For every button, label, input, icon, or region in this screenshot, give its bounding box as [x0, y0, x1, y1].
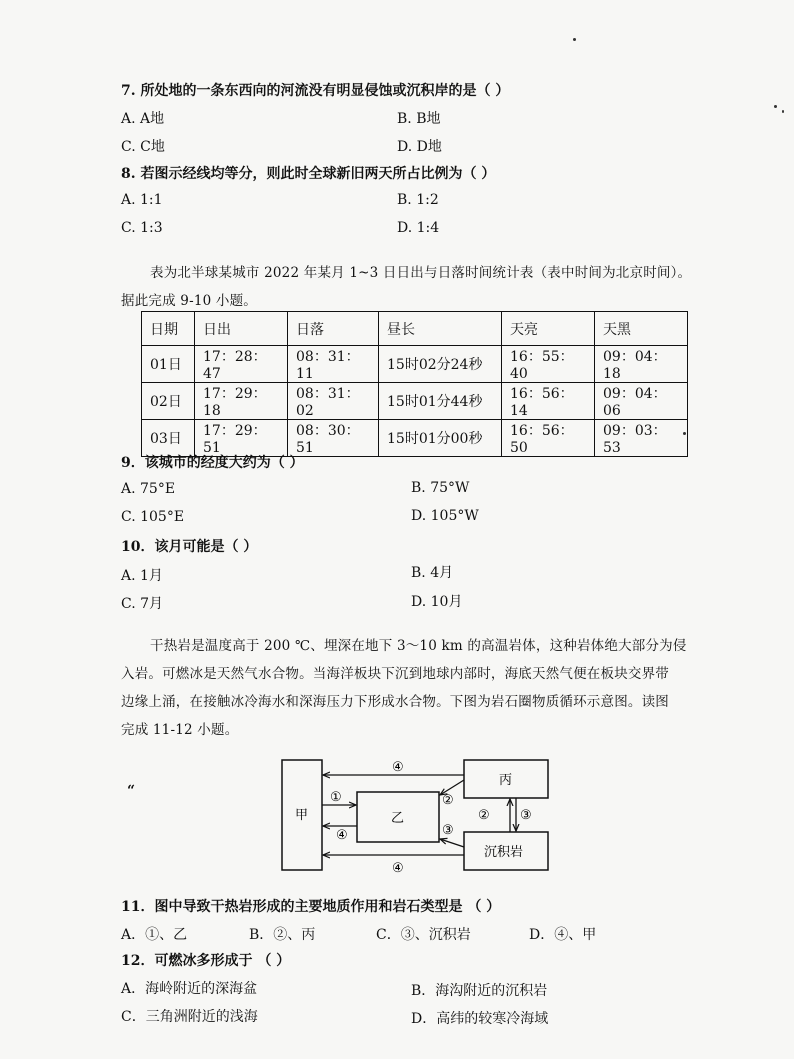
question-11-stem: 11．图中导致干热岩形成的主要地质作用和岩石类型是 （ ） [121, 899, 501, 915]
table-cell: 09：03：53 [595, 420, 688, 457]
intro-paragraph-2-line-3: 边缘上涌，在接触冰冷海水和深海压力下形成水合物。下图为岩石圈物质循环示意图。读图 [121, 694, 669, 710]
arrow-label-4-mid: ④ [336, 828, 348, 843]
arrow-label-3-left: ③ [442, 823, 454, 838]
table-row [142, 420, 688, 457]
table-cell: 15时01分44秒 [379, 383, 502, 420]
q7-option-d: D. D地 [397, 139, 442, 155]
table-header-cell: 日出 [195, 312, 288, 346]
box-sed-label: 沉积岩 [484, 845, 524, 860]
table-header-cell: 日落 [288, 312, 379, 346]
q10-option-c: C. 7月 [121, 596, 164, 612]
q7-option-b: B. B地 [397, 111, 441, 127]
q8-option-d: D. 1:4 [397, 220, 440, 236]
table-row [142, 383, 688, 420]
box-jia-label: 甲 [295, 808, 309, 823]
arrow-label-top: ④ [392, 760, 404, 775]
table-cell: 15时01分00秒 [379, 420, 502, 457]
q8-option-b: B. 1:2 [397, 192, 439, 208]
table-cell: 08：31：11 [288, 346, 379, 383]
question-9-stem: 9．该城市的经度大约为（ ） [121, 455, 304, 471]
table-cell: 03日 [142, 420, 195, 457]
arrow-label-3-right: ③ [520, 808, 532, 823]
table-cell: 08：31：02 [288, 383, 379, 420]
q12-option-b: B．海沟附近的沉积岩 [411, 983, 548, 999]
q10-option-a: A. 1月 [121, 568, 163, 584]
box-yi-label: 乙 [391, 811, 405, 826]
scan-mark: “ [127, 783, 136, 799]
q9-option-d: D. 105°W [411, 508, 479, 524]
q12-option-d: D．高纬的较寒冷海域 [411, 1011, 549, 1027]
arrow-label-2-right: ② [478, 808, 490, 823]
q10-option-b: B. 4月 [411, 565, 454, 581]
table-cell: 17：29：51 [195, 420, 288, 457]
arrow-label-1: ① [330, 790, 342, 805]
box-bing-label: 丙 [499, 773, 513, 788]
table-cell: 02日 [142, 383, 195, 420]
question-8-stem: 8. 若图示经线均等分，则此时全球新旧两天所占比例为（ ） [121, 166, 496, 182]
q8-option-c: C. 1:3 [121, 220, 163, 236]
q11-option-a: A．①、乙 [121, 927, 188, 943]
table-cell: 16：56：50 [502, 420, 595, 457]
q8-option-a: A. 1:1 [121, 192, 163, 208]
table-header-cell: 天亮 [502, 312, 595, 346]
intro-paragraph-1-line-1: 表为北半球某城市 2022 年某月 1~3 日日出与日落时间统计表（表中时间为北京时间）。 [150, 265, 692, 281]
scan-speck [782, 110, 784, 113]
q9-option-a: A. 75°E [121, 481, 176, 497]
arrow-label-2-left: ② [442, 793, 454, 808]
q9-option-b: B. 75°W [411, 480, 470, 496]
table-cell: 08：30：51 [288, 420, 379, 457]
q11-option-d: D．④、甲 [529, 927, 597, 943]
arrow-label-bottom: ④ [392, 861, 404, 875]
table-cell: 15时02分24秒 [379, 346, 502, 383]
q7-option-a: A. A地 [121, 111, 165, 127]
scan-speck [573, 38, 576, 41]
table-header-cell: 昼长 [379, 312, 502, 346]
table-header-cell: 日期 [142, 312, 195, 346]
q7-option-c: C. C地 [121, 139, 165, 155]
sunrise-sunset-table [141, 311, 688, 457]
question-10-stem: 10．该月可能是（ ） [121, 539, 258, 555]
intro-paragraph-2-line-1: 干热岩是温度高于 200 ℃、埋深在地下 3～10 km 的高温岩体，这种岩体绝大部分为侵 [150, 638, 687, 654]
q11-option-b: B．②、丙 [249, 927, 316, 943]
scan-speck [774, 105, 777, 108]
table-header-row [142, 312, 688, 346]
table-row [142, 346, 688, 383]
rock-cycle-diagram [280, 755, 552, 875]
q9-option-c: C. 105°E [121, 509, 185, 525]
table-cell: 09：04：18 [595, 346, 688, 383]
intro-paragraph-2-line-4: 完成 11-12 小题。 [121, 722, 239, 738]
q12-option-c: C．三角洲附近的浅海 [121, 1009, 258, 1025]
table-cell: 17：29：18 [195, 383, 288, 420]
table-cell: 16：56：14 [502, 383, 595, 420]
arrow-sed-to-yi [440, 839, 464, 847]
table-cell: 09：04：06 [595, 383, 688, 420]
q10-option-d: D. 10月 [411, 594, 463, 610]
question-12-stem: 12．可燃冰多形成于 （ ） [121, 953, 291, 969]
q12-option-a: A．海岭附近的深海盆 [121, 981, 258, 997]
intro-paragraph-1-line-2: 据此完成 9-10 小题。 [121, 293, 258, 309]
question-7-stem: 7. 所处地的一条东西向的河流没有明显侵蚀或沉积岸的是（ ） [121, 83, 510, 99]
table-cell: 01日 [142, 346, 195, 383]
table-cell: 17：28：47 [195, 346, 288, 383]
table-cell: 16：55：40 [502, 346, 595, 383]
intro-paragraph-2-line-2: 入岩。可燃冰是天然气水合物。当海洋板块下沉到地球内部时，海底天然气便在板块交界带 [121, 666, 669, 682]
q11-option-c: C．③、沉积岩 [376, 927, 471, 943]
table-header-cell: 天黑 [595, 312, 688, 346]
